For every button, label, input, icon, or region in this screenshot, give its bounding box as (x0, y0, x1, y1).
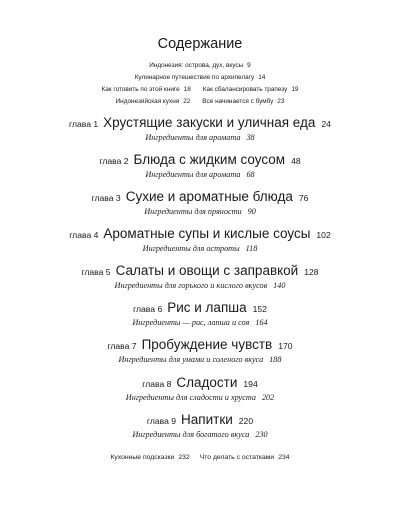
chapter-heading[interactable] (0, 225, 400, 243)
chapter-title: Рис и лапша (167, 300, 247, 315)
chapter-heading[interactable] (0, 411, 400, 429)
front-matter-entry[interactable]: Как сбалансировать трапезу 19 (202, 86, 299, 93)
chapter-subentry[interactable]: Ингредиенты для аромата 38 (145, 133, 255, 142)
chapter-heading[interactable] (0, 188, 400, 206)
chapter-page: 220 (238, 416, 254, 426)
chapter-label: глава 4 (69, 230, 99, 240)
chapter-title: Напитки (181, 412, 233, 427)
chapter-page: 48 (291, 156, 301, 166)
page-title: Содержание (157, 36, 243, 52)
back-matter-entry[interactable]: Кухонные подсказки 232 (110, 454, 190, 461)
chapter-heading[interactable] (0, 262, 400, 280)
chapter-subentry[interactable]: Ингредиенты — рис, лапша и соя 164 (132, 318, 268, 327)
chapter-page: 128 (304, 267, 319, 277)
chapter-label: глава 6 (133, 304, 163, 314)
chapter-subentry[interactable]: Ингредиенты для аромата 68 (145, 170, 255, 179)
chapter-subentry[interactable]: Ингредиенты для богатого вкуса 230 (132, 430, 268, 439)
chapter-title: Сухие и ароматные блюда (125, 189, 293, 204)
front-matter-line (0, 98, 400, 105)
chapter-title: Пробуждение чувств (141, 337, 273, 352)
chapter-heading[interactable] (0, 336, 400, 354)
chapter-label: глава 9 (146, 416, 177, 426)
back-matter-line (0, 454, 400, 461)
front-matter-entry[interactable]: Кулинарное путешествие по архипелагу 14 (134, 74, 266, 81)
chapter-title: Салаты и овощи с заправкой (115, 263, 299, 278)
chapter-subentry[interactable]: Ингредиенты для остроты 118 (142, 244, 258, 253)
chapter-label: глава 2 (99, 156, 129, 166)
front-matter-line (0, 62, 400, 69)
chapter-label: глава 5 (81, 267, 111, 277)
chapter-page: 102 (316, 230, 331, 240)
chapter-title: Хрустящие закуски и уличная еда (103, 115, 316, 130)
chapter-page: 194 (243, 379, 258, 389)
chapter-page: 170 (278, 341, 293, 351)
front-matter-line (0, 74, 400, 81)
back-matter-entry[interactable]: Что делать с остатками 234 (199, 454, 290, 461)
front-matter-entry[interactable]: Все начинается с бумбу 23 (202, 98, 285, 105)
chapter-title: Сладости (176, 375, 238, 390)
front-matter-entry[interactable]: Индонезия: острова, дух, вкусы 9 (149, 62, 251, 69)
chapter-heading[interactable] (0, 374, 400, 392)
chapter-heading[interactable] (0, 114, 400, 132)
chapter-title: Ароматные супы и кислые соусы (103, 226, 311, 241)
chapter-title: Блюда с жидким соусом (133, 152, 286, 167)
chapter-page: 24 (321, 119, 331, 129)
chapter-label: глава 3 (91, 193, 121, 203)
chapter-heading[interactable] (0, 299, 400, 317)
chapter-label: глава 7 (107, 341, 137, 351)
front-matter-entry[interactable]: Индонезийская кухня 22 (115, 98, 191, 105)
chapter-page: 152 (252, 304, 267, 314)
chapter-subentry[interactable]: Ингредиенты для пряности 90 (144, 207, 256, 216)
chapter-label: глава 1 (69, 119, 99, 129)
front-matter-entry[interactable]: Как готовить по этой книге 18 (101, 86, 191, 93)
chapter-page: 76 (298, 193, 309, 203)
chapter-subentry[interactable]: Ингредиенты для сладости и хруста 202 (125, 393, 275, 402)
front-matter-line (0, 86, 400, 93)
chapter-heading[interactable] (0, 151, 400, 169)
chapter-label: глава 8 (142, 379, 172, 389)
chapter-subentry[interactable]: Ингредиенты для умами и соленого вкуса 188 (118, 355, 282, 364)
chapter-subentry[interactable]: Ингредиенты для горького и кислого вкусов 140 (114, 281, 286, 290)
